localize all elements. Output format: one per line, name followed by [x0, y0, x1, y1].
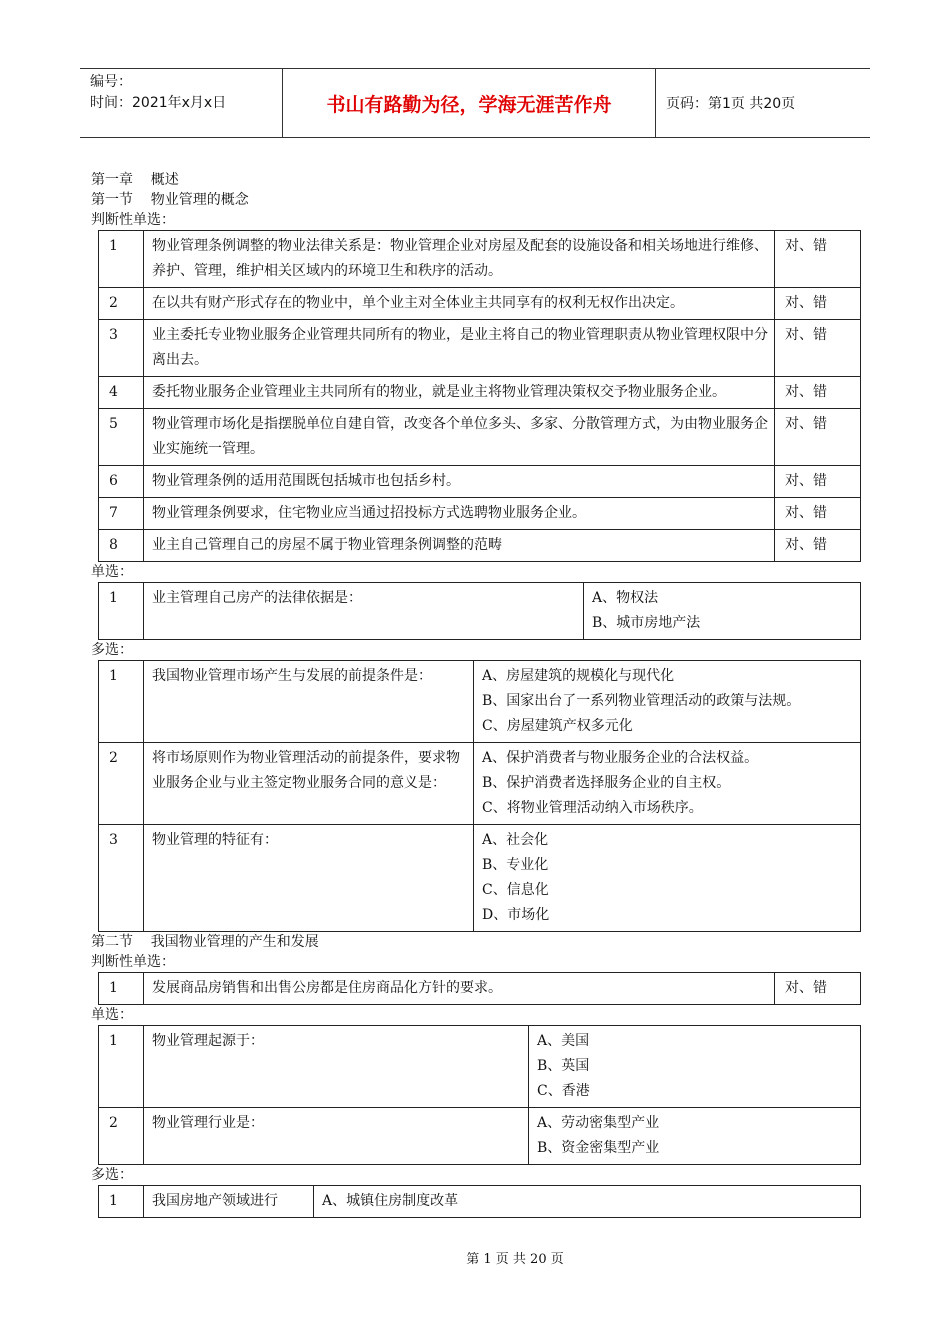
question-text: 业主自己管理自己的房屋不属于物业管理条例调整的范畴 — [144, 530, 775, 562]
option-item: A、劳动密集型产业 — [537, 1115, 660, 1131]
single-table — [98, 582, 861, 640]
option-item: B、保护消费者选择服务企业的自主权。 — [482, 775, 731, 791]
question-number: 2 — [99, 743, 144, 825]
question-text: 物业管理市场化是指摆脱单位自建自管，改变各个单位多头、多家、分散管理方式，为由物业服务企业实施统一管理。 — [144, 409, 775, 466]
question-text: 物业管理的特征有： — [144, 825, 474, 932]
date-label: 时间：2021年x月x日 — [90, 95, 227, 111]
table-row — [99, 530, 861, 562]
table-row — [99, 288, 861, 320]
answer-choices: 对、错 — [775, 466, 861, 498]
option-item: A、城镇住房制度改革 — [322, 1193, 459, 1209]
option-item: D、市场化 — [482, 907, 550, 923]
option-item: B、资金密集型产业 — [537, 1140, 660, 1156]
multi-table — [98, 660, 861, 932]
question-text: 委托物业服务企业管理业主共同所有的物业，就是业主将物业管理决策权交予物业服务企业。 — [144, 377, 775, 409]
table-row — [99, 409, 861, 466]
question-number: 1 — [99, 661, 144, 743]
question-number: 1 — [99, 583, 144, 640]
single-table — [98, 1025, 861, 1165]
question-text: 在以共有财产形式存在的物业中，单个业主对全体业主共同享有的权利无权作出决定。 — [144, 288, 775, 320]
judge-label: 判断性单选： — [91, 954, 175, 970]
option-list — [584, 583, 861, 640]
question-number: 1 — [99, 1186, 144, 1218]
option-item: B、城市房地产法 — [592, 615, 701, 631]
question-text: 物业管理条例的适用范围既包括城市也包括乡村。 — [144, 466, 775, 498]
code-label: 编号： — [90, 74, 132, 90]
question-text: 物业管理行业是： — [144, 1108, 529, 1165]
section-title: 第二节 我国物业管理的产生和发展 — [91, 934, 319, 950]
question-number: 8 — [99, 530, 144, 562]
option-list — [474, 661, 861, 743]
question-text: 将市场原则作为物业管理活动的前提条件，要求物业服务企业与业主签定物业服务合同的意义是： — [144, 743, 474, 825]
question-text: 物业管理起源于： — [144, 1026, 529, 1108]
header-meta — [80, 69, 283, 137]
option-list — [529, 1026, 861, 1108]
option-item: A、物权法 — [592, 590, 659, 606]
answer-choices: 对、错 — [775, 231, 861, 288]
page-header — [80, 68, 870, 138]
option-list — [474, 743, 861, 825]
question-number: 5 — [99, 409, 144, 466]
question-number: 4 — [99, 377, 144, 409]
option-item: B、国家出台了一系列物业管理活动的政策与法规。 — [482, 693, 801, 709]
option-item: A、保护消费者与物业服务企业的合法权益。 — [482, 750, 759, 766]
option-list — [474, 825, 861, 932]
question-number: 3 — [99, 320, 144, 377]
question-number: 1 — [99, 1026, 144, 1108]
question-number: 3 — [99, 825, 144, 932]
header-page-label: 页码：第1页 共20页 — [666, 96, 796, 112]
table-row — [99, 973, 861, 1005]
single-label: 单选： — [91, 1007, 133, 1023]
option-item: A、社会化 — [482, 832, 549, 848]
answer-choices: 对、错 — [775, 288, 861, 320]
question-text: 发展商品房销售和出售公房都是住房商品化方针的要求。 — [144, 973, 775, 1005]
question-text: 物业管理条例要求，住宅物业应当通过招投标方式选聘物业服务企业。 — [144, 498, 775, 530]
header-motto: 书山有路勤为径，学海无涯苦作舟 — [283, 69, 656, 137]
table-row — [99, 466, 861, 498]
question-number: 2 — [99, 1108, 144, 1165]
judge-label: 判断性单选： — [91, 212, 175, 228]
question-text: 业主委托专业物业服务企业管理共同所有的物业，是业主将自己的物业管理职责从物业管理权限中分离出去。 — [144, 320, 775, 377]
answer-choices: 对、错 — [775, 498, 861, 530]
table-row — [99, 661, 861, 743]
table-row — [99, 231, 861, 288]
multi-table — [98, 1185, 861, 1218]
document-body — [91, 170, 863, 1218]
option-item: C、香港 — [537, 1083, 590, 1099]
chapter-title: 第一章 概述 — [91, 172, 179, 188]
question-text: 我国房地产领域进行 — [144, 1186, 314, 1218]
answer-choices: 对、错 — [775, 409, 861, 466]
option-list — [529, 1108, 861, 1165]
table-row — [99, 825, 861, 932]
option-item: A、房屋建筑的规模化与现代化 — [482, 668, 675, 684]
answer-choices: 对、错 — [775, 530, 861, 562]
judge-table — [98, 230, 861, 562]
table-row — [99, 1186, 861, 1218]
multi-label: 多选： — [91, 1167, 133, 1183]
table-row — [99, 583, 861, 640]
question-text: 业主管理自己房产的法律依据是： — [144, 583, 584, 640]
section-title: 第一节 物业管理的概念 — [91, 192, 249, 208]
single-label: 单选： — [91, 564, 133, 580]
option-item: C、将物业管理活动纳入市场秩序。 — [482, 800, 703, 816]
judge-table — [98, 972, 861, 1005]
table-row — [99, 743, 861, 825]
option-item: C、信息化 — [482, 882, 549, 898]
table-row — [99, 377, 861, 409]
option-item: C、房屋建筑产权多元化 — [482, 718, 633, 734]
page-footer: 第 1 页 共 20 页 — [466, 1252, 564, 1267]
table-row — [99, 1026, 861, 1108]
option-item: B、专业化 — [482, 857, 549, 873]
question-number: 6 — [99, 466, 144, 498]
table-row — [99, 498, 861, 530]
question-number: 1 — [99, 973, 144, 1005]
question-number: 2 — [99, 288, 144, 320]
table-row — [99, 320, 861, 377]
question-number: 1 — [99, 231, 144, 288]
option-list — [314, 1186, 861, 1218]
question-text: 我国物业管理市场产生与发展的前提条件是： — [144, 661, 474, 743]
question-text: 物业管理条例调整的物业法律关系是：物业管理企业对房屋及配套的设施设备和相关场地进行维修、养护、管理，维护相关区域内的环境卫生和秩序的活动。 — [144, 231, 775, 288]
option-item: A、美国 — [537, 1033, 590, 1049]
answer-choices: 对、错 — [775, 973, 861, 1005]
option-item: B、英国 — [537, 1058, 590, 1074]
answer-choices: 对、错 — [775, 377, 861, 409]
question-number: 7 — [99, 498, 144, 530]
answer-choices: 对、错 — [775, 320, 861, 377]
multi-label: 多选： — [91, 642, 133, 658]
table-row — [99, 1108, 861, 1165]
